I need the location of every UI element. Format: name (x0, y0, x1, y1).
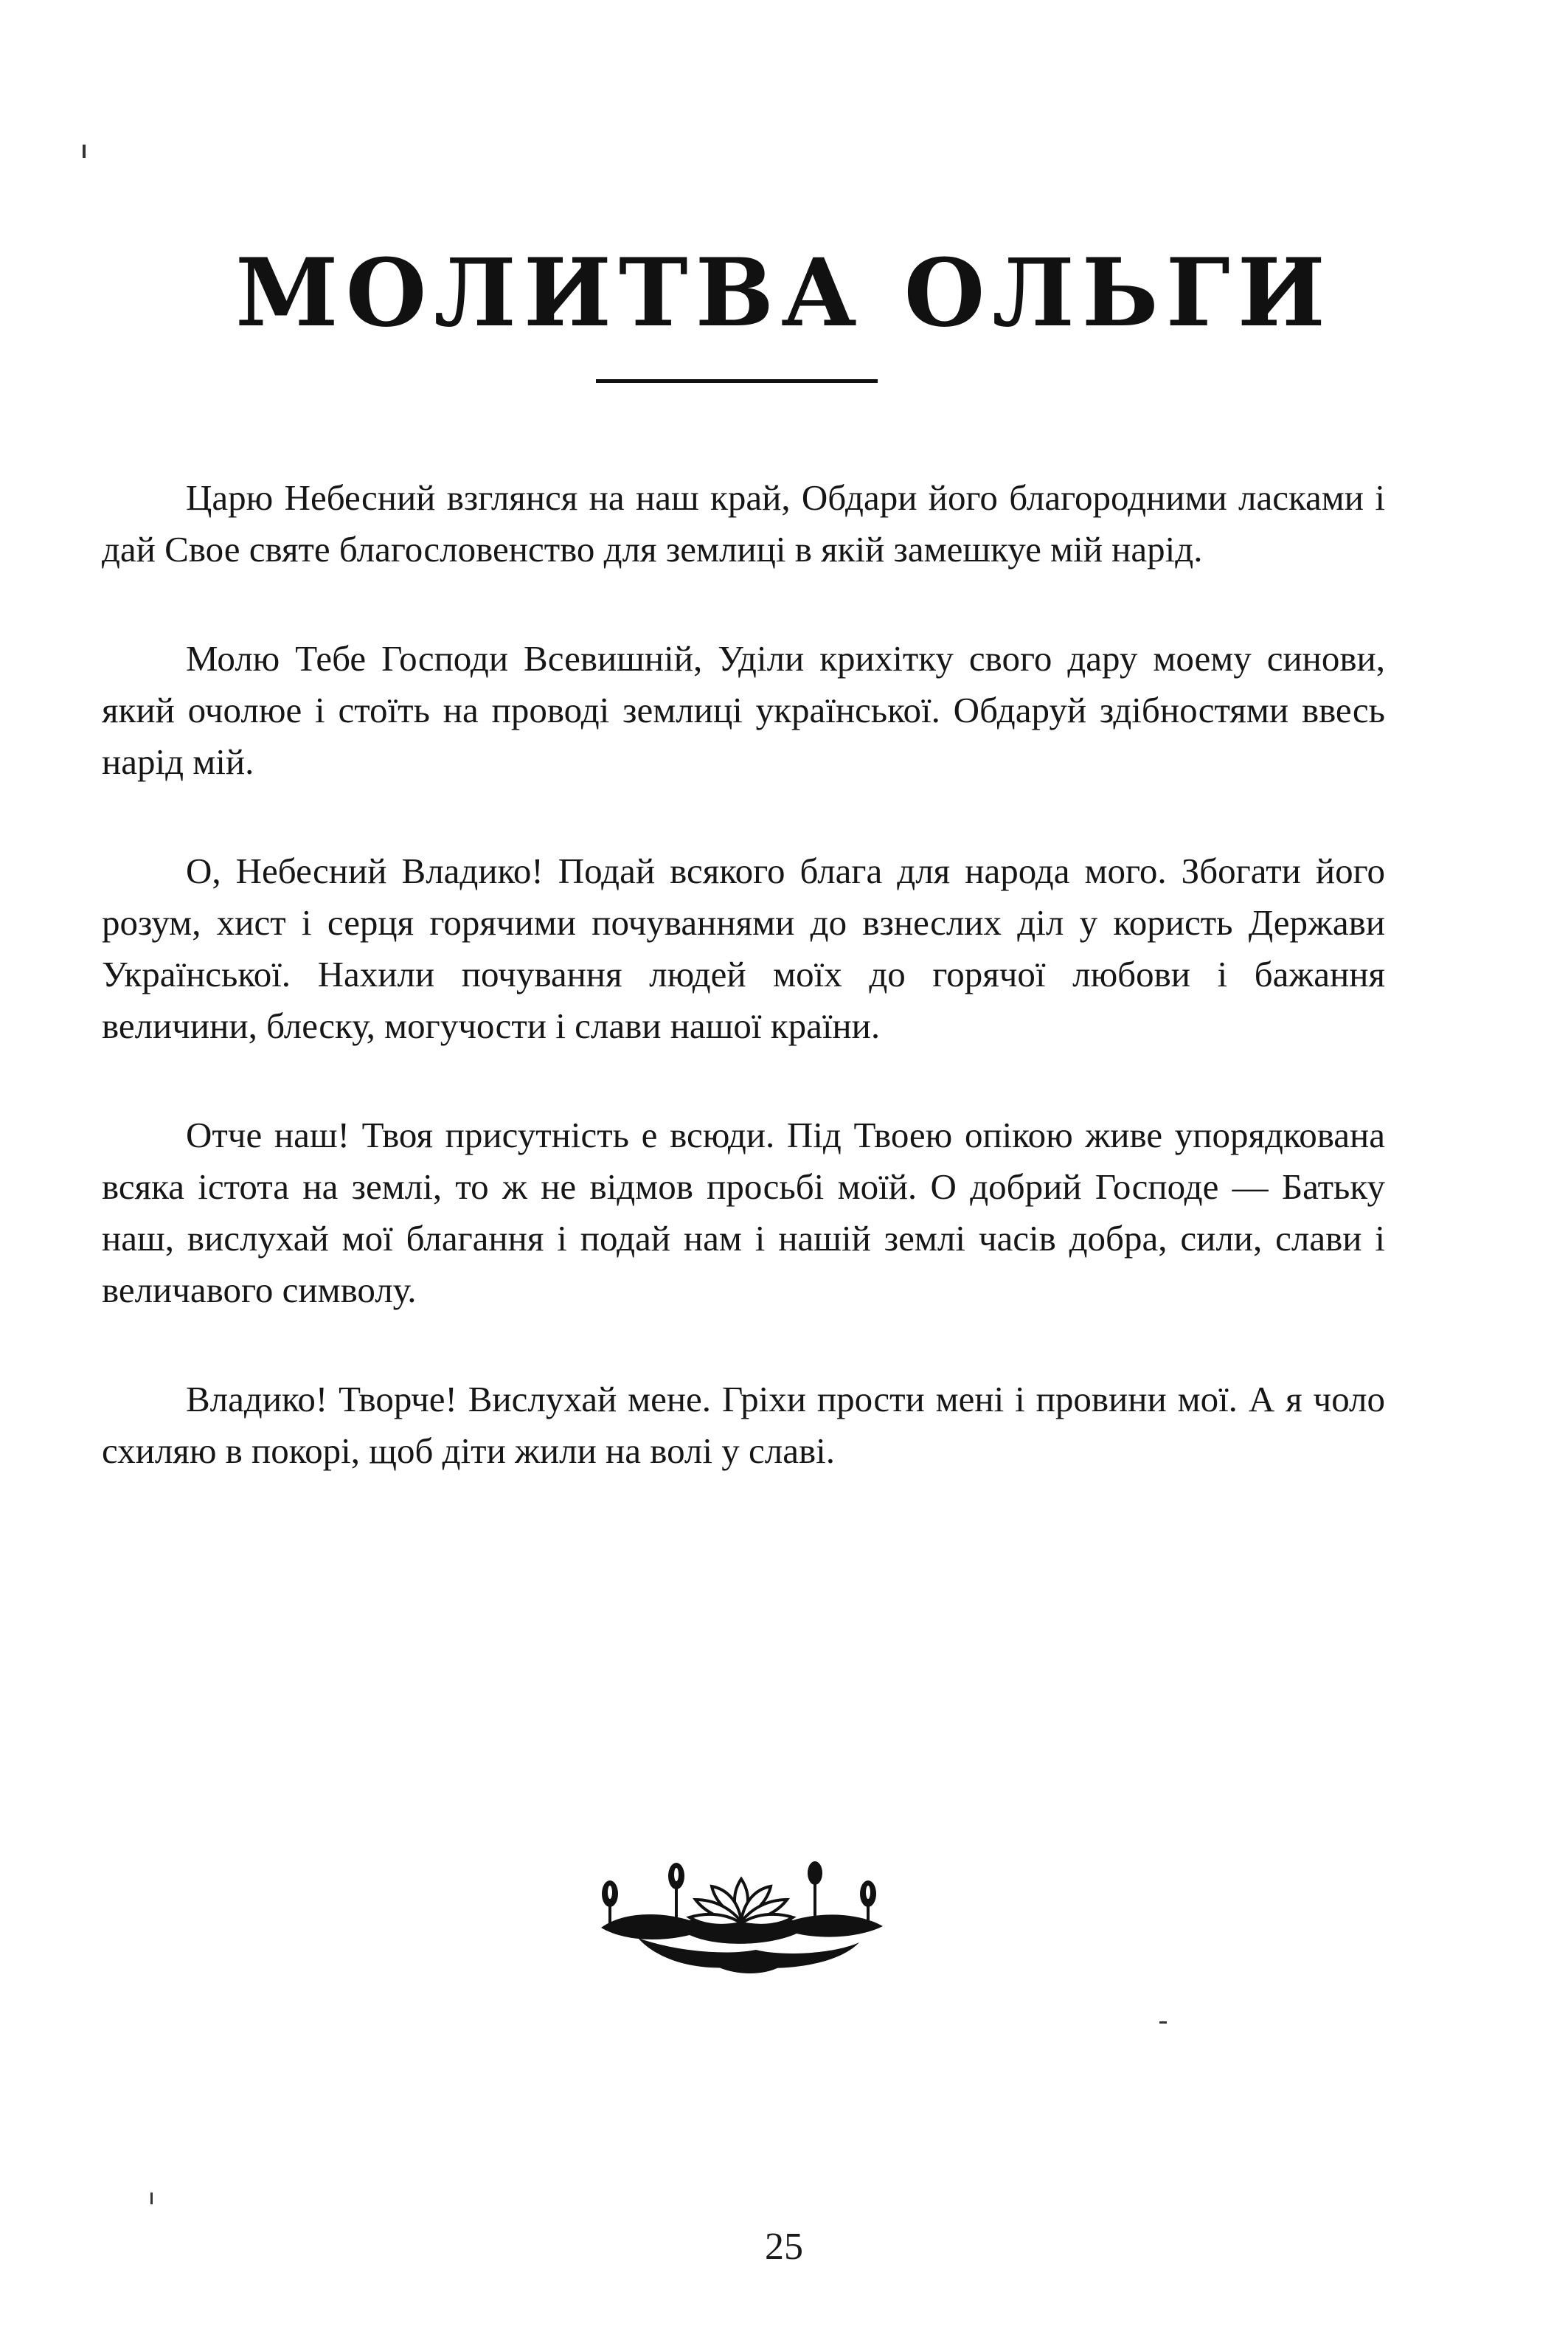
title-divider (596, 379, 878, 383)
water-lily-icon (594, 1841, 889, 1981)
scan-speck (150, 2193, 153, 2204)
scan-speck (83, 145, 86, 158)
paragraph: О, Небесний Владико! Подай всякого блага для народа мого. Збогати його розум, хист і серця горячими почуваннями до взнеслих діл у користь Держави Української. Нахили почування людей моїх до горячої любови і бажання величини, блеску, могучости і слави нашої країни. (102, 851, 1385, 1046)
paragraph: Отче наш! Твоя присутність е всюди. Під Твоею опікою живе упорядкована всяка істота на землі, то ж не відмов просьбі моїй. О добрий Господе — Батьку наш, вислухай мої благання і подай нам і нашій землі часів добра, сили, слави і величавого символу. (102, 1115, 1385, 1310)
paragraph: Молю Тебе Господи Всевишній, Уділи крихітку свого дару моему синови, який очолюе і стоїть на проводі землиці української. Обдаруй здібностями ввесь нарід мій. (102, 638, 1385, 782)
paragraph: Царю Небесний взглянся на наш край, Обдари його благородними ласками і дай Свое святе благословенство для землиці в якій замешкуе мій нарід. (102, 477, 1385, 570)
prayer-text (102, 472, 1385, 1477)
page-number: 25 (765, 2226, 803, 2268)
paragraph: Владико! Творче! Вислухай мене. Гріхи прости мені і провини мої. А я чоло схиляю в покорі, щоб діти жили на волі у славі. (102, 1379, 1385, 1471)
scan-speck (1159, 2021, 1167, 2024)
page-title: МОЛИТВА ОЛЬГИ (235, 238, 1333, 348)
